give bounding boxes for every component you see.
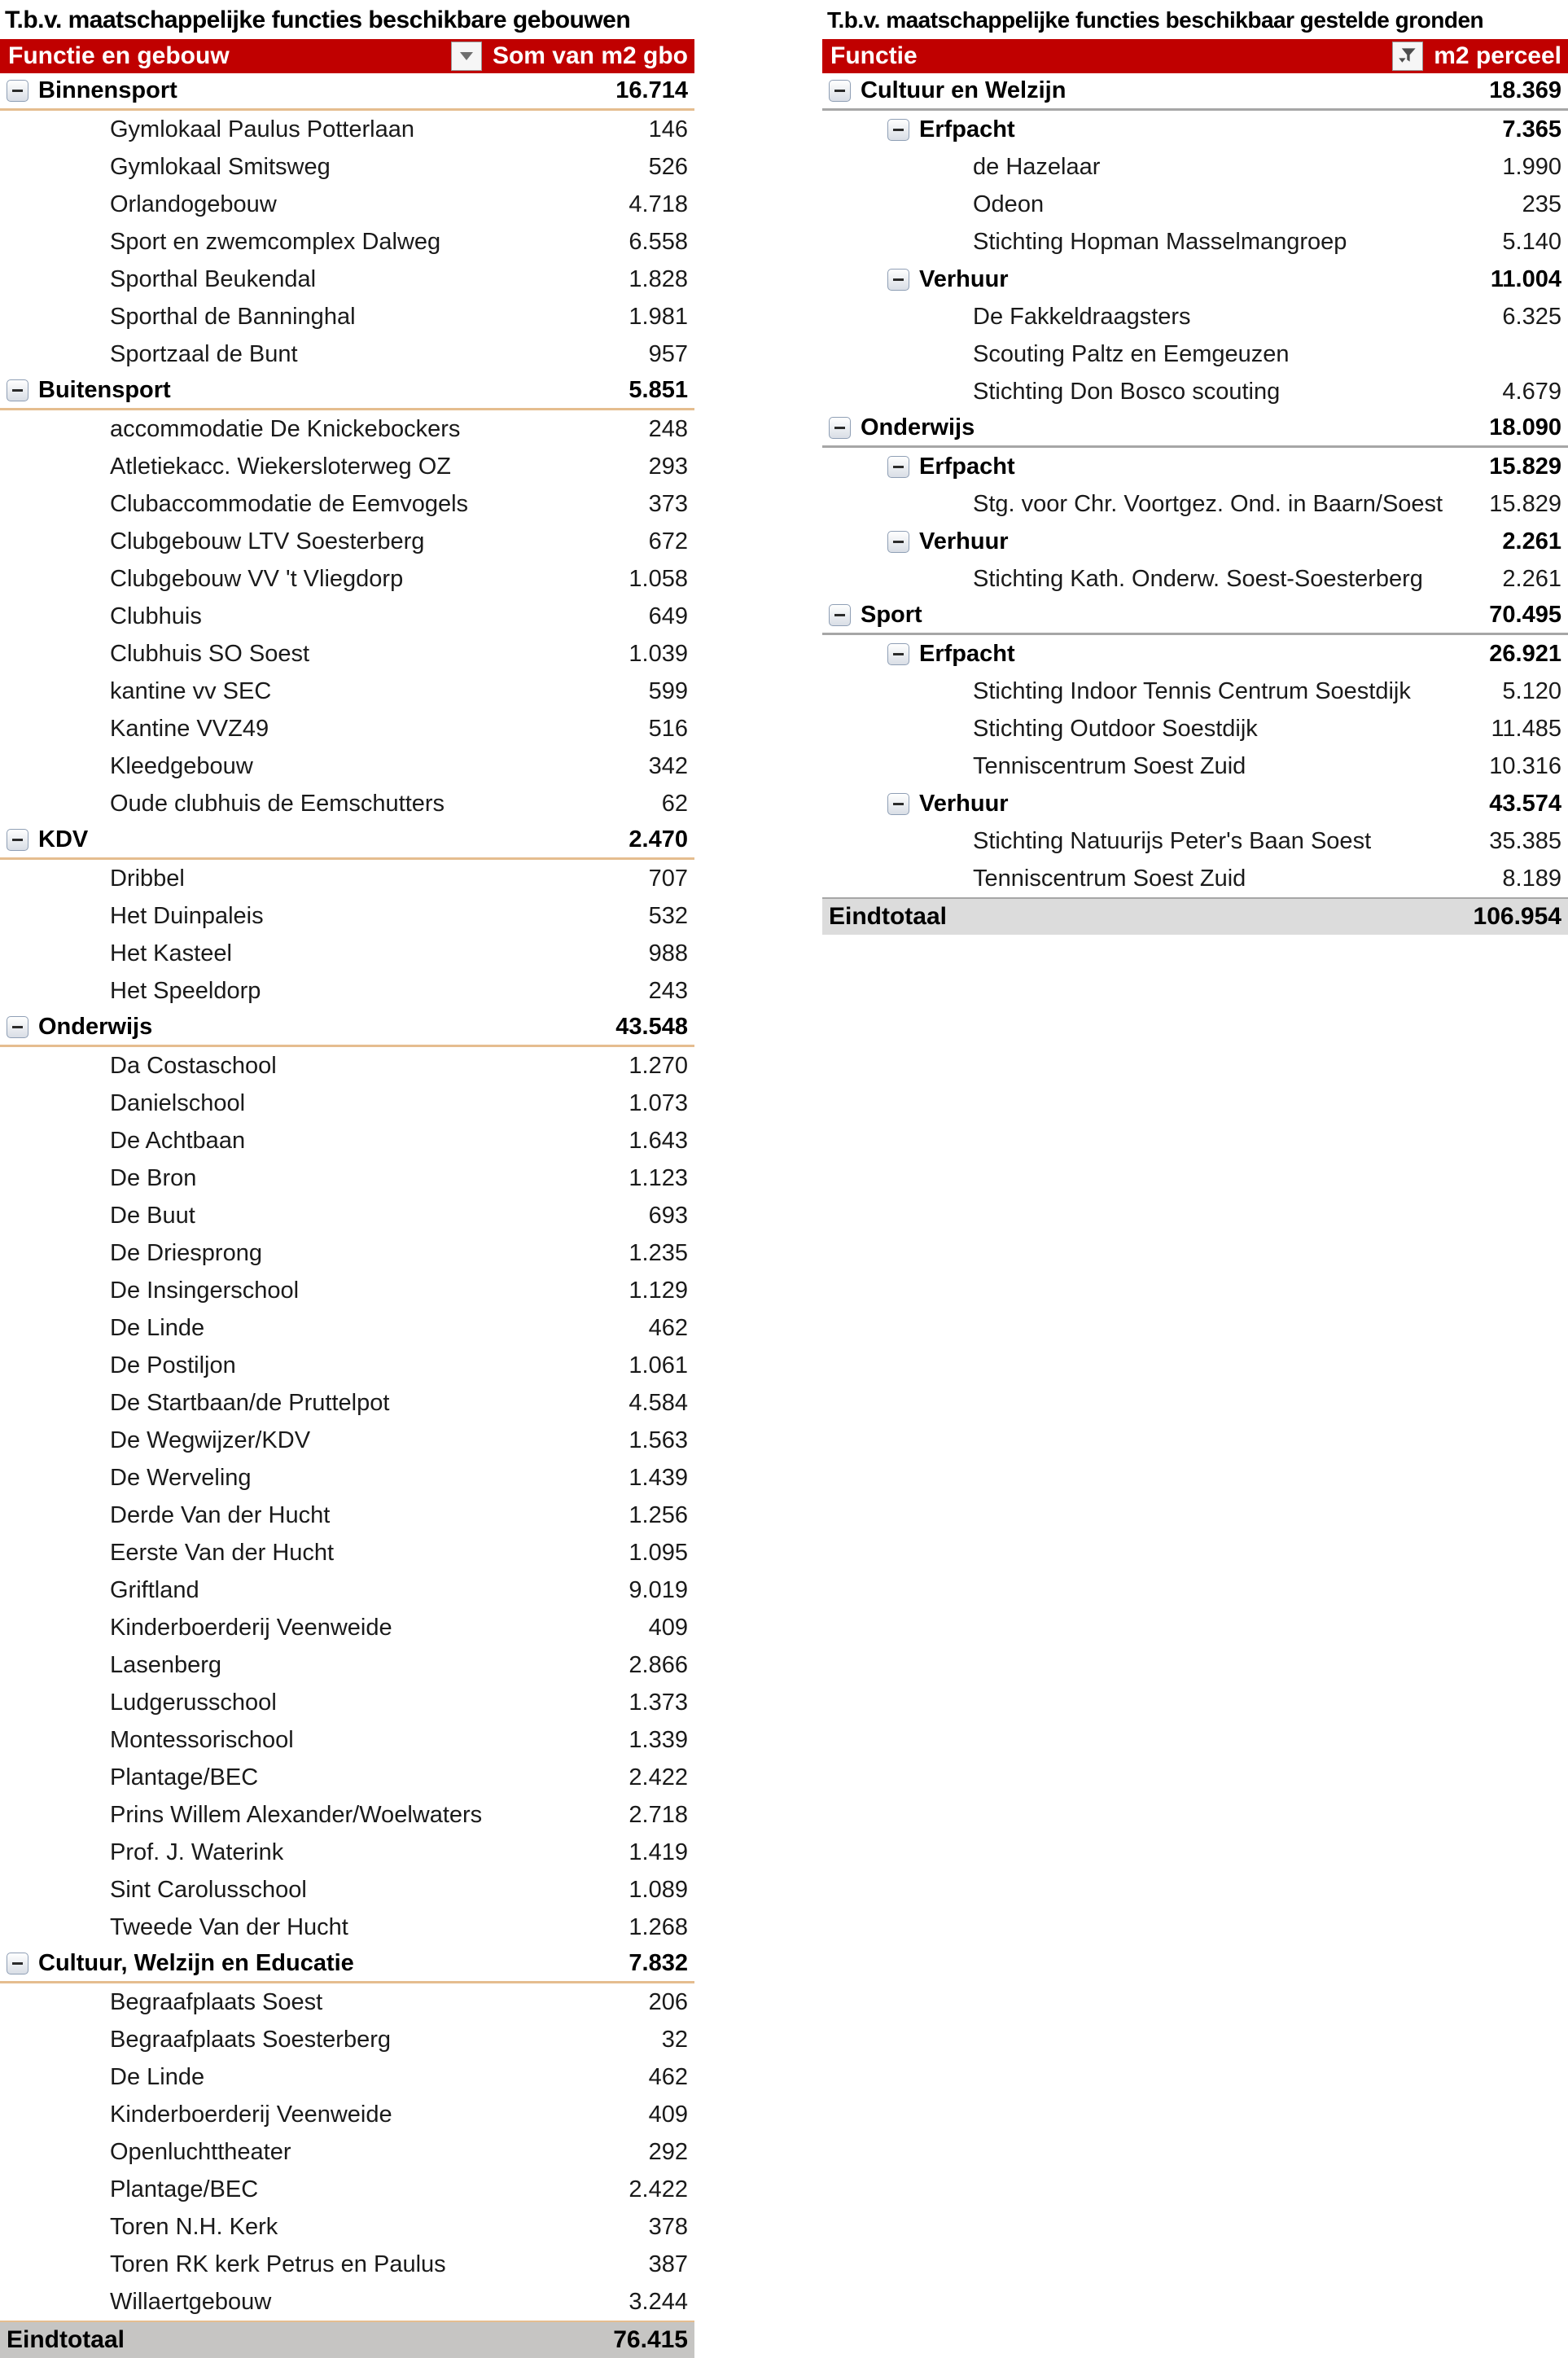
- row-value-cell[interactable]: 1.828: [629, 265, 688, 292]
- row-value-cell[interactable]: 16.714: [615, 77, 688, 103]
- row-label-cell[interactable]: Kantine VVZ49: [110, 715, 269, 742]
- row-value-cell[interactable]: 8.189: [1502, 865, 1561, 892]
- row-label-cell[interactable]: Toren N.H. Kerk: [110, 2213, 278, 2240]
- collapse-button[interactable]: [887, 456, 909, 478]
- table-row: [822, 785, 1568, 822]
- collapse-button[interactable]: [7, 829, 28, 851]
- table-row: [822, 335, 1568, 373]
- table-row: [0, 523, 694, 560]
- row-label-cell[interactable]: De Buut: [110, 1202, 195, 1229]
- row-value-cell[interactable]: 649: [648, 603, 688, 629]
- table-row: [822, 673, 1568, 710]
- row-label-cell[interactable]: Stichting Kath. Onderw. Soest-Soesterberg: [973, 565, 1423, 592]
- collapse-button[interactable]: [7, 1953, 28, 1974]
- minus-icon: [12, 389, 23, 392]
- row-value-cell[interactable]: 599: [648, 677, 688, 704]
- row-label-cell[interactable]: accommodatie De Knickebockers: [110, 415, 461, 442]
- row-label-cell[interactable]: Clubhuis SO Soest: [110, 640, 310, 667]
- row-value-cell[interactable]: 6.558: [629, 228, 688, 255]
- table-row: [0, 1684, 694, 1721]
- row-label-cell[interactable]: De Linde: [110, 1314, 205, 1341]
- buildings-rows: [0, 73, 694, 2321]
- row-label-cell[interactable]: De Insingerschool: [110, 1277, 300, 1304]
- row-value-cell[interactable]: 526: [648, 153, 688, 180]
- row-value-cell[interactable]: 15.829: [1489, 453, 1561, 480]
- row-label-cell[interactable]: Onderwijs: [38, 1014, 153, 1040]
- row-value-cell[interactable]: 15.829: [1489, 490, 1561, 517]
- row-value-cell[interactable]: 1.339: [629, 1726, 688, 1753]
- row-value-cell[interactable]: 1.235: [629, 1239, 688, 1266]
- row-label-cell[interactable]: Griftland: [110, 1576, 199, 1603]
- row-value-cell[interactable]: 1.990: [1502, 153, 1561, 180]
- table-row: [0, 1759, 694, 1796]
- table-row: [0, 635, 694, 673]
- row-label-cell[interactable]: Buitensport: [38, 377, 171, 403]
- collapse-button[interactable]: [887, 531, 909, 553]
- row-label-cell[interactable]: Danielschool: [110, 1089, 246, 1116]
- table-row: [0, 1422, 694, 1459]
- minus-icon: [893, 541, 904, 543]
- row-value-cell[interactable]: 5.140: [1502, 228, 1561, 255]
- table-row: [822, 860, 1568, 897]
- row-value-cell[interactable]: 292: [648, 2138, 688, 2165]
- row-value-cell[interactable]: 2.422: [629, 2176, 688, 2202]
- row-label-cell[interactable]: Sint Carolusschool: [110, 1876, 307, 1903]
- row-value-cell[interactable]: 1.073: [629, 1089, 688, 1116]
- row-value-cell[interactable]: 26.921: [1489, 640, 1561, 667]
- table-row: [822, 822, 1568, 860]
- row-value-cell[interactable]: 11.485: [1491, 715, 1561, 742]
- row-value-cell[interactable]: 1.981: [629, 303, 688, 330]
- row-label-cell[interactable]: Het Duinpaleis: [110, 902, 264, 929]
- table-row: [0, 1234, 694, 1272]
- row-label-cell[interactable]: Begraafplaats Soest: [110, 1988, 323, 2015]
- row-value-cell[interactable]: 146: [648, 116, 688, 142]
- row-label-cell[interactable]: Het Speeldorp: [110, 977, 261, 1004]
- row-label-cell[interactable]: Plantage/BEC: [110, 1764, 259, 1790]
- row-value-cell[interactable]: 18.090: [1489, 414, 1561, 440]
- row-value-cell[interactable]: 1.058: [629, 565, 688, 592]
- row-value-cell[interactable]: 7.832: [629, 1950, 688, 1976]
- table-row: [0, 785, 694, 822]
- minus-icon: [893, 803, 904, 805]
- table-row: [0, 1272, 694, 1309]
- table-row: [0, 2096, 694, 2133]
- table-row: [822, 710, 1568, 747]
- row-label-cell[interactable]: Sportzaal de Bunt: [110, 340, 298, 367]
- table-row: [0, 1946, 694, 1983]
- grounds-table-header: [822, 39, 1568, 73]
- row-label-cell[interactable]: De Fakkeldraagsters: [973, 303, 1191, 330]
- table-row: [822, 111, 1568, 148]
- row-value-cell[interactable]: 1.270: [629, 1052, 688, 1079]
- row-label-cell[interactable]: Verhuur: [919, 790, 1009, 817]
- table-row: [822, 410, 1568, 448]
- row-value-cell[interactable]: 462: [648, 2063, 688, 2090]
- row-value-cell[interactable]: 373: [648, 490, 688, 517]
- table-row: [0, 223, 694, 261]
- collapse-button[interactable]: [7, 1016, 28, 1038]
- buildings-table-title: T.b.v. maatschappelijke functies beschikbare gebouwen: [5, 7, 631, 33]
- table-row: [0, 261, 694, 298]
- table-row: [0, 1609, 694, 1646]
- row-label-cell[interactable]: Gymlokaal Smitsweg: [110, 153, 331, 180]
- row-label-cell[interactable]: Cultuur en Welzijn: [861, 77, 1067, 103]
- row-label-cell[interactable]: Clubhuis: [110, 603, 202, 629]
- row-label-cell[interactable]: Clubgebouw LTV Soesterberg: [110, 528, 425, 554]
- row-label-cell[interactable]: Kinderboerderij Veenweide: [110, 1614, 392, 1641]
- row-value-cell[interactable]: 35.385: [1489, 827, 1561, 854]
- table-row: [822, 485, 1568, 523]
- row-value-cell[interactable]: 1.268: [629, 1913, 688, 1940]
- row-label-cell[interactable]: Sport en zwemcomplex Dalweg: [110, 228, 441, 255]
- header-cell-som-van-m2-gbo: Som van m2 gbo: [492, 42, 688, 69]
- grand-total-label[interactable]: Eindtotaal: [7, 2326, 125, 2353]
- row-label-cell[interactable]: Montessorischool: [110, 1726, 294, 1753]
- collapse-button[interactable]: [829, 417, 851, 439]
- table-row: [0, 1347, 694, 1384]
- table-row: [822, 747, 1568, 785]
- row-value-cell[interactable]: 1.373: [629, 1689, 688, 1716]
- row-value-cell[interactable]: 672: [648, 528, 688, 554]
- row-label-cell[interactable]: Sporthal Beukendal: [110, 265, 317, 292]
- table-row: [0, 2021, 694, 2058]
- collapse-button[interactable]: [7, 80, 28, 102]
- row-label-cell[interactable]: De Linde: [110, 2063, 205, 2090]
- row-label-cell[interactable]: Oude clubhuis de Eemschutters: [110, 790, 445, 817]
- row-label-cell[interactable]: Tweede Van der Hucht: [110, 1913, 348, 1940]
- row-label-cell[interactable]: Tenniscentrum Soest Zuid: [973, 752, 1246, 779]
- table-row: [0, 448, 694, 485]
- minus-icon: [834, 614, 845, 616]
- table-row: [0, 335, 694, 373]
- row-value-cell[interactable]: 1.643: [629, 1127, 688, 1154]
- table-row: [0, 935, 694, 972]
- table-row: [0, 1834, 694, 1871]
- row-value-cell[interactable]: 462: [648, 1314, 688, 1341]
- row-label-cell[interactable]: Stichting Indoor Tennis Centrum Soestdijk: [973, 677, 1411, 704]
- row-label-cell[interactable]: De Achtbaan: [110, 1127, 246, 1154]
- row-value-cell[interactable]: 1.095: [629, 1539, 688, 1566]
- table-row: [0, 860, 694, 897]
- row-value-cell[interactable]: 988: [648, 940, 688, 966]
- row-label-cell[interactable]: Lasenberg: [110, 1651, 222, 1678]
- table-row: [0, 822, 694, 860]
- table-row: [822, 148, 1568, 186]
- row-label-cell[interactable]: Gymlokaal Paulus Potterlaan: [110, 116, 414, 142]
- row-label-cell[interactable]: Erfpacht: [919, 640, 1015, 667]
- row-label-cell[interactable]: Begraafplaats Soesterberg: [110, 2026, 391, 2053]
- table-row: [0, 2246, 694, 2283]
- table-row: [0, 73, 694, 111]
- row-label-cell[interactable]: Sporthal de Banninghal: [110, 303, 356, 330]
- row-label-cell[interactable]: Scouting Paltz en Eemgeuzen: [973, 340, 1290, 367]
- row-label-cell[interactable]: Cultuur, Welzijn en Educatie: [38, 1950, 354, 1976]
- row-value-cell[interactable]: 2.470: [629, 826, 688, 852]
- row-value-cell[interactable]: 4.718: [629, 191, 688, 217]
- chevron-down-icon: [460, 52, 473, 60]
- row-value-cell[interactable]: 5.120: [1502, 677, 1561, 704]
- table-row: [0, 747, 694, 785]
- table-row: [0, 710, 694, 747]
- row-value-cell[interactable]: 532: [648, 902, 688, 929]
- grounds-rows: [822, 73, 1568, 897]
- row-label-cell[interactable]: Eerste Van der Hucht: [110, 1539, 335, 1566]
- table-row: [0, 2283, 694, 2321]
- row-value-cell[interactable]: 43.574: [1489, 790, 1561, 817]
- row-value-cell[interactable]: 18.369: [1489, 77, 1561, 103]
- row-label-cell[interactable]: Prins Willem Alexander/Woelwaters: [110, 1801, 483, 1828]
- row-label-cell[interactable]: Openluchttheater: [110, 2138, 291, 2165]
- row-label-cell[interactable]: Da Costaschool: [110, 1052, 277, 1079]
- table-row: [0, 972, 694, 1010]
- row-value-cell[interactable]: 3.244: [629, 2288, 688, 2315]
- table-row: [0, 1459, 694, 1497]
- row-label-cell[interactable]: Dribbel: [110, 865, 185, 892]
- table-row: [822, 223, 1568, 261]
- table-row: [0, 1909, 694, 1946]
- table-row: [822, 373, 1568, 410]
- row-label-cell[interactable]: Stichting Don Bosco scouting: [973, 378, 1281, 405]
- row-value-cell[interactable]: 6.325: [1502, 303, 1561, 330]
- table-row: [0, 148, 694, 186]
- row-value-cell[interactable]: 4.584: [629, 1389, 688, 1416]
- table-row: [822, 635, 1568, 673]
- buildings-grand-total-row: [0, 2321, 694, 2358]
- row-label-cell[interactable]: Derde Van der Hucht: [110, 1501, 331, 1528]
- row-label-cell[interactable]: Atletiekacc. Wiekersloterweg OZ: [110, 453, 452, 480]
- table-row: [0, 410, 694, 448]
- row-value-cell[interactable]: 1.563: [629, 1427, 688, 1453]
- column-filter-active-button[interactable]: [1392, 42, 1423, 71]
- row-value-cell[interactable]: 693: [648, 1202, 688, 1229]
- table-row: [0, 1534, 694, 1571]
- table-row: [0, 111, 694, 148]
- row-label-cell[interactable]: Odeon: [973, 191, 1045, 217]
- row-value-cell[interactable]: 206: [648, 1988, 688, 2015]
- row-value-cell[interactable]: 235: [1522, 191, 1561, 217]
- row-value-cell[interactable]: 1.061: [629, 1352, 688, 1378]
- row-value-cell[interactable]: 2.422: [629, 1764, 688, 1790]
- row-label-cell[interactable]: Willaertgebouw: [110, 2288, 272, 2315]
- row-label-cell[interactable]: De Werveling: [110, 1464, 252, 1491]
- minus-icon: [12, 839, 23, 841]
- row-value-cell[interactable]: 957: [648, 340, 688, 367]
- table-row: [0, 2171, 694, 2208]
- row-value-cell[interactable]: 5.851: [629, 377, 688, 403]
- row-value-cell[interactable]: 1.123: [629, 1164, 688, 1191]
- row-label-cell[interactable]: Prof. J. Waterink: [110, 1839, 284, 1865]
- header-cell-functie-en-gebouw: [0, 39, 484, 73]
- row-value-cell[interactable]: 293: [648, 453, 688, 480]
- row-value-cell[interactable]: 4.679: [1502, 378, 1561, 405]
- table-row: [0, 1983, 694, 2021]
- table-row: [0, 673, 694, 710]
- row-value-cell[interactable]: 1.129: [629, 1277, 688, 1304]
- row-label-cell[interactable]: Stichting Natuurijs Peter's Baan Soest: [973, 827, 1372, 854]
- row-value-cell[interactable]: 1.039: [629, 640, 688, 667]
- column-header-label: Functie en gebouw: [8, 42, 230, 69]
- table-row: [0, 1309, 694, 1347]
- row-value-cell[interactable]: 2.261: [1502, 565, 1561, 592]
- row-label-cell[interactable]: Toren RK kerk Petrus en Paulus: [110, 2251, 446, 2277]
- row-value-cell[interactable]: 342: [648, 752, 688, 779]
- row-value-cell[interactable]: 1.419: [629, 1839, 688, 1865]
- row-label-cell[interactable]: Stichting Hopman Masselmangroep: [973, 228, 1347, 255]
- minus-icon: [12, 1962, 23, 1965]
- row-value-cell[interactable]: 32: [661, 2026, 688, 2053]
- table-row: [0, 1796, 694, 1834]
- row-label-cell[interactable]: Plantage/BEC: [110, 2176, 259, 2202]
- row-label-cell[interactable]: Het Kasteel: [110, 940, 232, 966]
- table-row: [0, 1497, 694, 1534]
- column-filter-dropdown-button[interactable]: [451, 42, 482, 71]
- row-value-cell[interactable]: 11.004: [1490, 265, 1561, 292]
- minus-icon: [834, 90, 845, 92]
- row-label-cell[interactable]: De Postiljon: [110, 1352, 236, 1378]
- row-value-cell[interactable]: 1.439: [629, 1464, 688, 1491]
- table-row: [0, 1122, 694, 1159]
- row-label-cell[interactable]: kantine vv SEC: [110, 677, 272, 704]
- row-label-cell[interactable]: KDV: [38, 826, 89, 852]
- funnel-filter-icon: [1398, 46, 1417, 66]
- row-label-cell[interactable]: Verhuur: [919, 265, 1009, 292]
- row-label-cell[interactable]: De Driesprong: [110, 1239, 262, 1266]
- row-value-cell[interactable]: 378: [648, 2213, 688, 2240]
- row-label-cell[interactable]: Orlandogebouw: [110, 191, 277, 217]
- buildings-table-header: [0, 39, 694, 73]
- collapse-button[interactable]: [829, 604, 851, 626]
- row-label-cell[interactable]: Kleedgebouw: [110, 752, 253, 779]
- minus-icon: [12, 1026, 23, 1028]
- row-value-cell[interactable]: 7.365: [1502, 116, 1561, 142]
- row-value-cell[interactable]: 409: [648, 1614, 688, 1641]
- row-value-cell[interactable]: 62: [661, 790, 688, 817]
- row-value-cell[interactable]: 243: [648, 977, 688, 1004]
- row-label-cell[interactable]: Erfpacht: [919, 116, 1015, 142]
- collapse-button[interactable]: [887, 643, 909, 665]
- row-label-cell[interactable]: Verhuur: [919, 528, 1009, 554]
- grounds-table-title: T.b.v. maatschappelijke functies beschikbaar gestelde gronden: [827, 7, 1484, 33]
- collapse-button[interactable]: [7, 379, 28, 401]
- collapse-button[interactable]: [887, 119, 909, 141]
- table-row: [822, 523, 1568, 560]
- table-row: [822, 448, 1568, 485]
- row-label-cell[interactable]: Erfpacht: [919, 453, 1015, 480]
- row-label-cell[interactable]: Ludgerusschool: [110, 1689, 277, 1716]
- collapse-button[interactable]: [887, 269, 909, 291]
- table-row: [822, 261, 1568, 298]
- table-row: [0, 1571, 694, 1609]
- header-cell-m2-perceel: m2 perceel: [1434, 42, 1561, 69]
- row-label-cell[interactable]: Sport: [861, 602, 922, 628]
- minus-icon: [893, 129, 904, 131]
- row-label-cell[interactable]: Binnensport: [38, 77, 177, 103]
- row-label-cell[interactable]: Stichting Outdoor Soestdijk: [973, 715, 1258, 742]
- row-value-cell[interactable]: 387: [648, 2251, 688, 2277]
- minus-icon: [893, 653, 904, 655]
- row-value-cell[interactable]: 2.261: [1502, 528, 1561, 554]
- table-row: [0, 1721, 694, 1759]
- grand-total-label[interactable]: Eindtotaal: [829, 903, 948, 930]
- minus-icon: [834, 427, 845, 429]
- table-row: [0, 1384, 694, 1422]
- row-value-cell[interactable]: 516: [648, 715, 688, 742]
- grounds-grand-total-row: [822, 897, 1568, 935]
- row-label-cell[interactable]: De Startbaan/de Pruttelpot: [110, 1389, 390, 1416]
- table-row: [0, 598, 694, 635]
- row-value-cell[interactable]: 43.548: [615, 1014, 688, 1040]
- row-value-cell[interactable]: 707: [648, 865, 688, 892]
- table-row: [0, 1646, 694, 1684]
- table-row: [0, 1010, 694, 1047]
- pivot-table-buildings: [0, 0, 694, 2358]
- pivot-table-grounds: [822, 0, 1568, 935]
- row-value-cell[interactable]: 409: [648, 2101, 688, 2128]
- table-row: [0, 560, 694, 598]
- row-value-cell[interactable]: 2.866: [629, 1651, 688, 1678]
- column-header-label: Functie: [830, 42, 918, 69]
- table-row: [0, 1871, 694, 1909]
- table-row: [0, 186, 694, 223]
- table-row: [822, 598, 1568, 635]
- row-value-cell[interactable]: 2.718: [629, 1801, 688, 1828]
- minus-icon: [12, 90, 23, 92]
- minus-icon: [893, 466, 904, 468]
- table-row: [0, 1085, 694, 1122]
- table-row: [822, 186, 1568, 223]
- table-row: [0, 2133, 694, 2171]
- table-row: [0, 373, 694, 410]
- row-label-cell[interactable]: Kinderboerderij Veenweide: [110, 2101, 392, 2128]
- table-row: [0, 1197, 694, 1234]
- row-label-cell[interactable]: Onderwijs: [861, 414, 975, 440]
- row-label-cell[interactable]: de Hazelaar: [973, 153, 1101, 180]
- grand-total-value[interactable]: 76.415: [613, 2326, 688, 2353]
- row-value-cell[interactable]: 10.316: [1489, 752, 1561, 779]
- collapse-button[interactable]: [887, 793, 909, 815]
- table-row: [0, 1159, 694, 1197]
- table-row: [0, 897, 694, 935]
- table-row: [822, 298, 1568, 335]
- row-value-cell[interactable]: 70.495: [1489, 602, 1561, 628]
- row-label-cell[interactable]: Tenniscentrum Soest Zuid: [973, 865, 1246, 892]
- table-row: [0, 2208, 694, 2246]
- collapse-button[interactable]: [829, 80, 851, 102]
- row-value-cell[interactable]: 1.089: [629, 1876, 688, 1903]
- row-label-cell[interactable]: De Bron: [110, 1164, 197, 1191]
- table-row: [0, 1047, 694, 1085]
- row-value-cell[interactable]: 248: [648, 415, 688, 442]
- table-row: [822, 73, 1568, 111]
- table-row: [0, 298, 694, 335]
- row-label-cell[interactable]: Stg. voor Chr. Voortgez. Ond. in Baarn/Soest: [973, 490, 1443, 517]
- table-row: [0, 485, 694, 523]
- row-value-cell[interactable]: 1.256: [629, 1501, 688, 1528]
- table-row: [0, 2058, 694, 2096]
- row-label-cell[interactable]: De Wegwijzer/KDV: [110, 1427, 311, 1453]
- header-cell-functie: [822, 39, 1425, 73]
- row-label-cell[interactable]: Clubgebouw VV 't Vliegdorp: [110, 565, 404, 592]
- grand-total-value[interactable]: 106.954: [1473, 903, 1561, 930]
- row-value-cell[interactable]: 9.019: [629, 1576, 688, 1603]
- row-label-cell[interactable]: Clubaccommodatie de Eemvogels: [110, 490, 469, 517]
- minus-icon: [893, 278, 904, 281]
- table-row: [822, 560, 1568, 598]
